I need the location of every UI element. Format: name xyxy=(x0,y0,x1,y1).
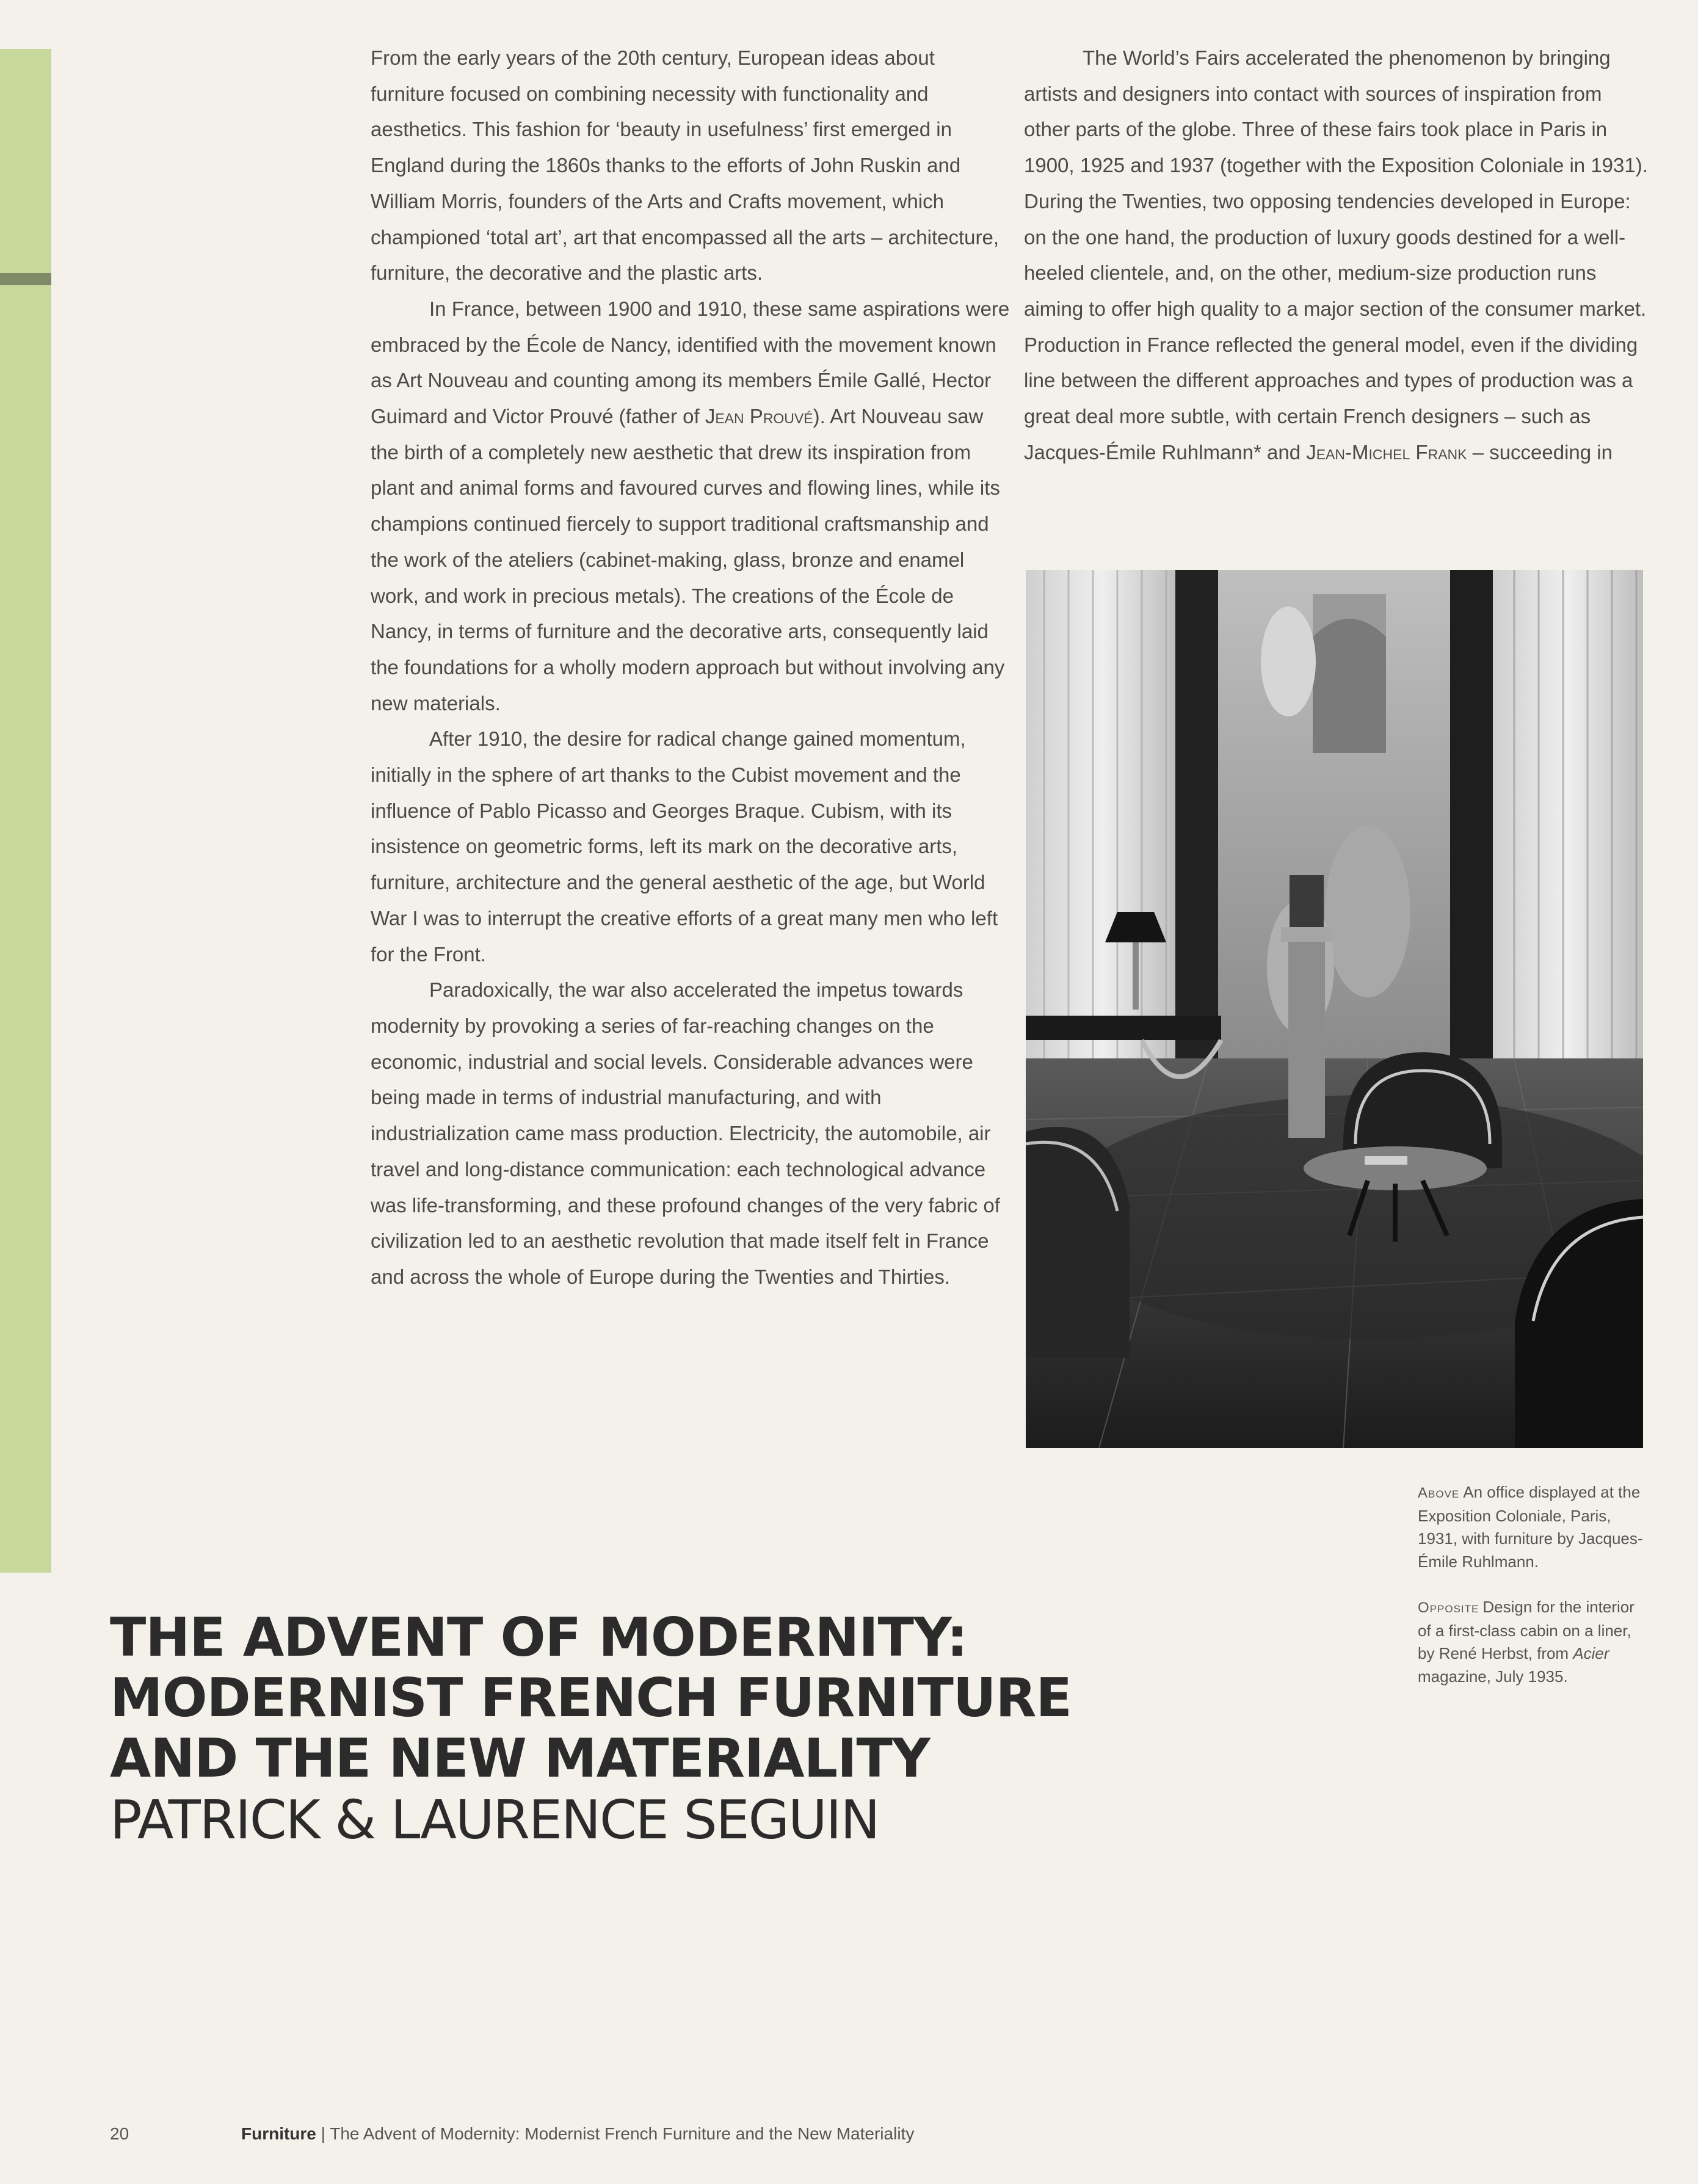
running-head xyxy=(241,2124,914,2144)
name-small-caps: Jean-Michel Frank xyxy=(1306,440,1467,464)
body-column-right xyxy=(1024,40,1650,470)
chapter-title-line-1: THE ADVENT OF MODERNITY: xyxy=(110,1606,968,1669)
paragraph-text: – succeeding in xyxy=(1467,440,1613,464)
caption-above-text: An office displayed at the Exposition Coloniale, Paris, 1931, with furniture by Jacques-Émile Ruhlmann. xyxy=(1418,1483,1643,1571)
paragraph xyxy=(371,721,1012,972)
paragraph-text: The World’s Fairs accelerated the phenomenon by bringing artists and designers into contact with sources of inspiration from other parts of the globe. Three of these fairs took place in Paris in 1900, 1925 and 1937 (together with the Exposition Coloniale in 1931). During the Twenties, two opposing tendencies developed in Europe: on the one hand, the production of luxury goods destined for a well-heeled clientele, and, on the other, medium-size production runs aiming to offer high quality to a major section of the consumer market. Production in France reflected the general model, even if the dividing line between the different approaches and types of production was a great deal more subtle, with certain French designers – such as Jacques-Émile Ruhlmann* and xyxy=(1024,46,1648,464)
page-number: 20 xyxy=(110,2124,129,2143)
caption-opposite-magazine: Acier xyxy=(1573,1644,1609,1662)
name-small-caps: Jean Prouvé xyxy=(705,405,813,428)
paragraph xyxy=(1024,40,1650,470)
chapter-title-line-2: MODERNIST FRENCH FURNITURE xyxy=(110,1667,1072,1729)
running-head-separator: | xyxy=(316,2124,330,2143)
paragraph-text: After 1910, the desire for radical change gained momentum, initially in the sphere of art thanks to the Cubist movement and the influence of Pablo Picasso and Georges Braque. Cubism, with its insistence on geometric forms, left its mark on the decorative arts, furniture, architecture and the general aesthetic of the age, but World War I was to interrupt the creative efforts of a great many men who left for the Front. xyxy=(371,727,998,966)
caption-opposite-text-after: magazine, July 1935. xyxy=(1418,1667,1568,1686)
caption-opposite-text-before: Design for the interior of a first-class cabin on a liner, by René Herbst, from xyxy=(1418,1598,1635,1662)
caption-above-lead: Above xyxy=(1418,1485,1460,1501)
running-head-title: The Advent of Modernity: Modernist French Furniture and the New Materiality xyxy=(330,2124,915,2143)
paragraph xyxy=(371,291,1012,721)
caption-opposite xyxy=(1418,1596,1644,1688)
running-head-section: Furniture xyxy=(241,2124,316,2143)
margin-band-marker xyxy=(0,273,51,285)
chapter-author: PATRICK & LAURENCE SEGUIN xyxy=(110,1789,879,1851)
chapter-title-line-3: AND THE NEW MATERIALITY xyxy=(110,1727,930,1789)
caption-above xyxy=(1418,1481,1644,1573)
paragraph-text: Paradoxically, the war also accelerated the impetus towards modernity by provoking a series of far-reaching changes on the economic, industrial and social levels. Considerable advances were being made in terms of industrial manufacturing, and with industrialization came mass production. Electricity, the automobile, air travel and long-distance communication: each technological advance was life-transforming, and these profound changes of the very fabric of civilization led to an aesthetic revolution that made itself felt in France and across the whole of Europe during the Twenties and Thirties. xyxy=(371,978,1000,1288)
paragraph xyxy=(371,40,1012,291)
paragraph xyxy=(371,972,1012,1295)
chapter-title xyxy=(110,1607,1148,1789)
body-column-left xyxy=(371,40,1012,1295)
paragraph-text: In France, between 1900 and 1910, these same aspirations were embraced by the École de Nancy, identified with the movement known as Art Nouveau and counting among its members Émile Gallé, Hector Guimard and Victor Prouvé (father of xyxy=(371,297,1010,428)
paragraph-text: From the early years of the 20th century, European ideas about furniture focused on combining necessity with functionality and aesthetics. This fashion for ‘beauty in usefulness’ first emerged in England during the 1860s thanks to the efforts of John Ruskin and William Morris, founders of the Arts and Crafts movement, which championed ‘total art’, art that encompassed all the arts – architecture, furniture, the decorative and the plastic arts. xyxy=(371,46,1000,285)
paragraph-text: ). Art Nouveau saw the birth of a completely new aesthetic that drew its inspiration from plant and animal forms and favoured curves and flowing lines, while its champions continued fiercely to support traditional craftsmanship and the work of the ateliers (cabinet-making, glass, bronze and enamel work, and work in precious metals). The creations of the École de Nancy, in terms of furniture and the decorative arts, consequently laid the foundations for a wholly modern approach but without involving any new materials. xyxy=(371,405,1005,715)
caption-opposite-lead: Opposite xyxy=(1418,1600,1479,1616)
photo-ruhlmann-office xyxy=(1026,570,1643,1448)
